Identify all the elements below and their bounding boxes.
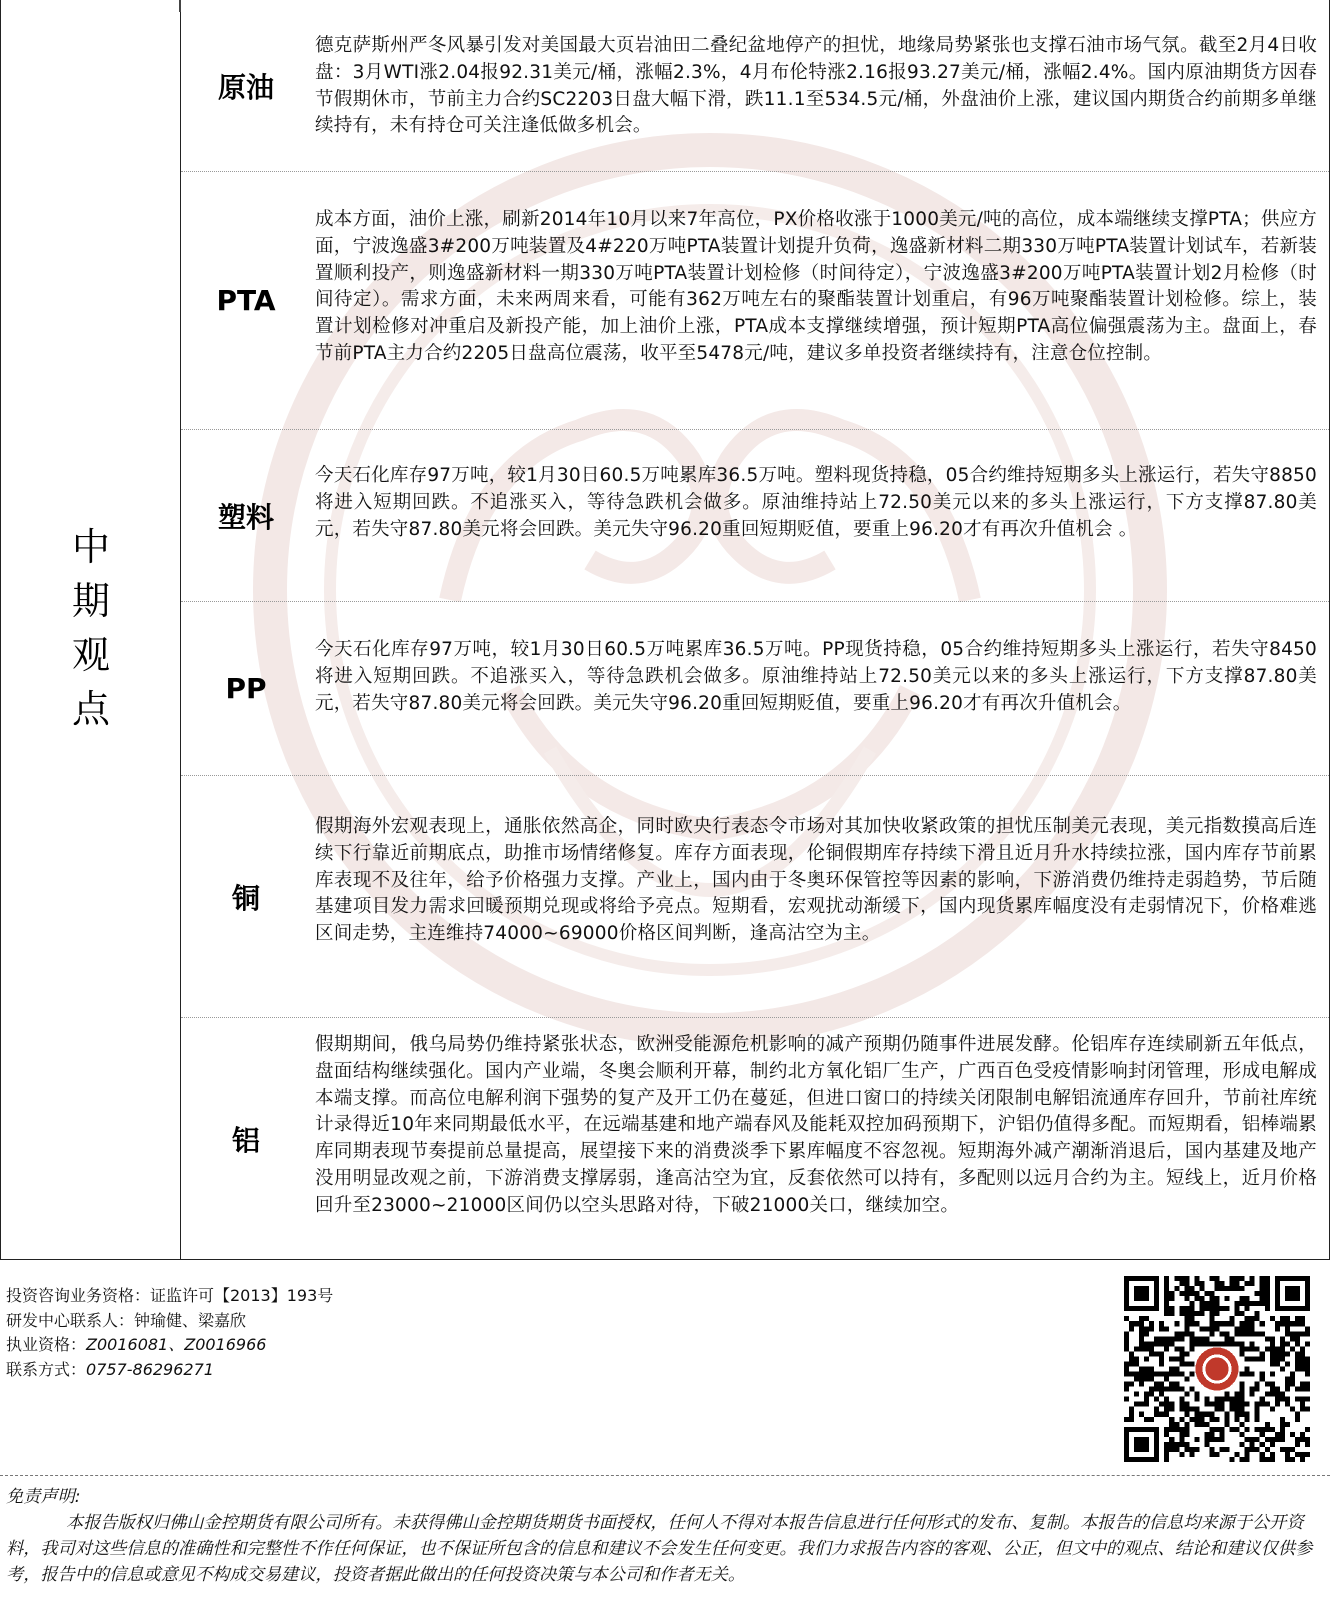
commodity-analysis-text: 假期期间，俄乌局势仍维持紧张状态，欧洲受能源危机影响的减产预期仍随事件进展发酵。伦铝库存连续刷新五年低点，盘面结构继续强化。国内产业端，冬奥会顺利开幕，制约北方氧化铝厂生产，广西百色受疫情影响封闭管理，形成电解成本端支撑。而高位电解利润下强势的复产及开工仍在蔓延，但进口窗口的持续关闭限制电解铝流通库存回升，节前社库统计录得近10年来同期最低水平，在远端基建和地产端春风及能耗双控加码预期下，沪铝仍值得多配。而短期看，铝棒端累库同期表现节奏提前总量提高，展望接下来的消费淡季下累库幅度不容忽视。短期海外减产潮渐消退后，国内基建及地产没用明显改观之前，下游消费支撑孱弱，逢高沽空为宜，反套依然可以持有，多配则以远月合约为主。短线上，近月价格回升至23000~21000区间仍以空头思路对待，下破21000关口，继续加空。	[315, 1034, 1317, 1216]
qualification-line	[6, 1333, 333, 1358]
commodity-analysis-text: 假期海外宏观表现上，通胀依然高企，同时欧央行表态令市场对其加快收紧政策的担忧压制美元表现，美元指数摸高后连续下行靠近前期底点，助推市场情绪修复。库存方面表现，伦铜假期库存持续下滑且近月升水持续拉涨，国内库存节前累库表现不及往年，给予价格强力支撑。产业上，国内由于冬奥环保管控等因素的影响，下游消费仍维持走弱趋势，节后随基建项目发力需求回暖预期兑现或将给予亮点。短期看，宏观扰动渐缓下，国内现货累库幅度没有走弱情况下，价格难逃区间走势，主连维持74000~69000价格区间判断，逢高沽空为主。	[315, 816, 1317, 945]
phone-line	[6, 1358, 333, 1383]
disclaimer	[6, 1484, 1324, 1588]
side-label-char: 点	[71, 687, 110, 731]
qualification-label: 执业资格：	[6, 1335, 87, 1354]
commodity-label: 原油	[217, 70, 274, 104]
commodity-label: PTA	[216, 284, 276, 317]
commodity-row-aluminum	[181, 1018, 1330, 1259]
disclaimer-separator	[0, 1475, 1330, 1476]
phone-value: 0757-86296271	[86, 1359, 214, 1379]
qr-center-logo	[1195, 1347, 1238, 1390]
commodity-row-pp	[181, 602, 1330, 776]
side-label-char: 观	[71, 633, 110, 677]
commodity-analysis-text: 成本方面，油价上涨，刷新2014年10月以来7年高位，PX价格收涨于1000美元/吨的高位，成本端继续支撑PTA；供应方面，宁波逸盛3#200万吨装置及4#220万吨PTA装置计划提升负荷，逸盛新材料二期330万吨PTA装置计划试车，若新装置顺利投产，则逸盛新材料一期330万吨PTA装置计划检修（时间待定），宁波逸盛3#200万吨PTA装置计划2月检修（时间待定）。需求方面，未来两周来看，可能有362万吨左右的聚酯装置计划重启，有96万吨聚酯装置计划检修。综上，装置计划检修对冲重启及新投产能，加上油价上涨，PTA成本支撑继续增强，预计短期PTA高位偏强震荡为主。盘面上，春节前PTA主力合约2205日盘高位震荡，收平至5478元/吨，建议多单投资者继续持有，注意仓位控制。	[315, 209, 1317, 364]
commodity-analysis-text: 今天石化库存97万吨，较1月30日60.5万吨累库36.5万吨。塑料现货持稳，05合约维持短期多头上涨运行，若失守8850将进入短期回跌。不追涨买入，等待急跌机会做多。原油维持站上72.50美元以来的多头上涨运行，下方支撑87.80美元，若失守87.80美元将会回跌。美元失守96.20重回短期贬值，要重上96.20才有再次升值机会 。	[315, 465, 1317, 540]
disclaimer-title: 免责声明:	[6, 1487, 81, 1507]
side-label-char: 中	[71, 525, 110, 569]
license-line: 投资咨询业务资格：证监许可【2013】193号	[6, 1286, 334, 1305]
commodity-analysis-text: 今天石化库存97万吨，较1月30日60.5万吨累库36.5万吨。PP现货持稳，05合约维持短期多头上涨运行，若失守8450将进入短期回跌。不追涨买入，等待急跌机会做多。原油维持站上72.50美元以来的多头上涨运行，下方支撑87.80美元，若失守87.80美元将会回跌。美元失守96.20重回短期贬值，要重上96.20才有再次升值机会。	[315, 639, 1317, 714]
side-label-char: 期	[71, 579, 110, 623]
contacts-line: 研发中心联系人：钟瑜健、梁嘉欣	[6, 1310, 247, 1330]
commodity-row-copper	[181, 776, 1330, 1018]
phone-label: 联系方式：	[6, 1359, 87, 1379]
qr-code	[1124, 1276, 1310, 1462]
commodity-label: 塑料	[217, 500, 274, 534]
section-side-column	[1, 0, 181, 1259]
commodity-analysis-text: 德克萨斯州严冬风暴引发对美国最大页岩油田二叠纪盆地停产的担忧，地缘局势紧张也支撑石油市场气氛。截至2月4日收盘：3月WTI涨2.04报92.31美元/桶，涨幅2.3%，4月布伦特涨2.16报93.27美元/桶，涨幅2.4%。国内原油期货方因春节假期休市，节前主力合约SC2203日盘大幅下滑，跌11.1至534.5元/桶，外盘油价上涨，建议国内期货合约前期多单继续持有，未有持仓可关注逢低做多机会。	[315, 35, 1317, 137]
commodity-row-plastics	[181, 430, 1330, 602]
contact-info	[6, 1284, 333, 1382]
section-side-label	[1, 520, 181, 736]
commodity-row-pta	[181, 172, 1330, 430]
commodity-label: 铝	[231, 1123, 260, 1157]
commodity-row-crude-oil	[181, 0, 1330, 172]
qualification-value: Z0016081、Z0016966	[86, 1335, 267, 1354]
commodity-label: 铜	[231, 881, 260, 915]
disclaimer-body: 本报告版权归佛山金控期货有限公司所有。未获得佛山金控期货期货书面授权，任何人不得对本报告信息进行任何形式的发布、复制。本报告的信息均来源于公开资料，我司对这些信息的准确性和完整性不作任何保证，也不保证所包含的信息和建议不会发生任何变更。我们力求报告内容的客观、公正，但文中的观点、结论和建议仅供参考，报告中的信息或意见不构成交易建议，投资者据此做出的任何投资决策与本公司和作者无关。	[6, 1513, 1313, 1585]
commodity-label: PP	[225, 672, 267, 705]
